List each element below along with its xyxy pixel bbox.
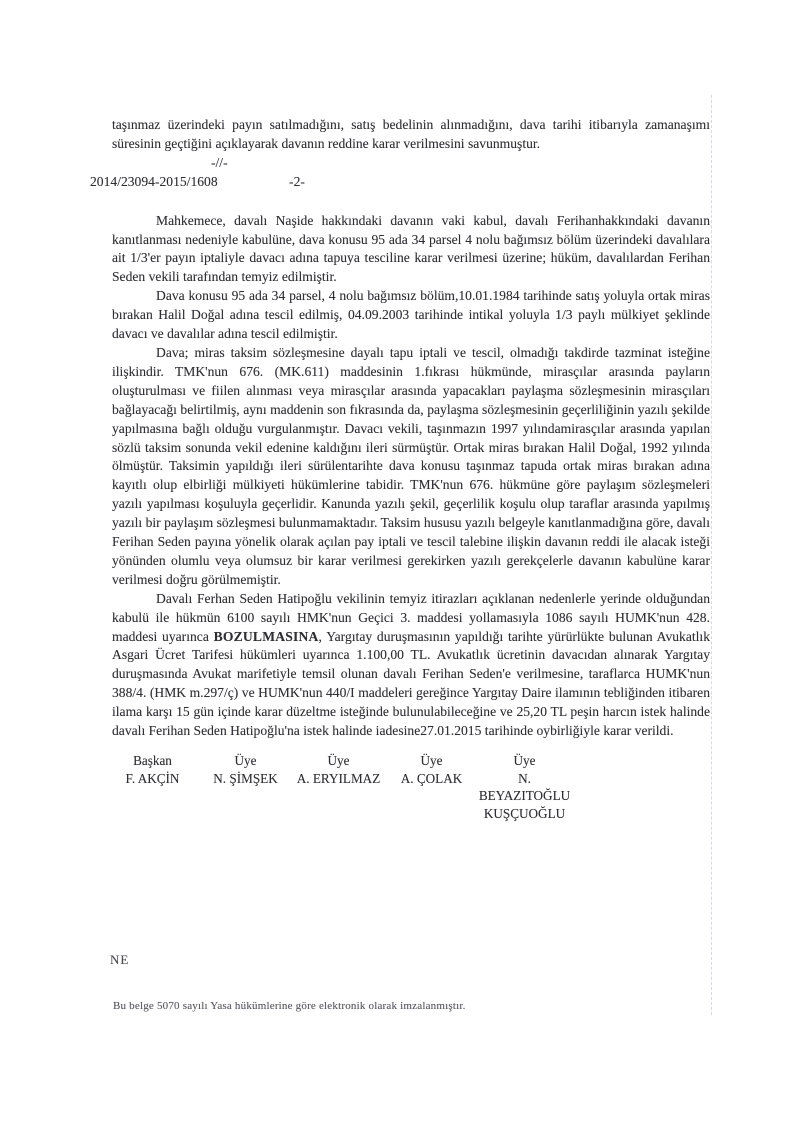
signer-title: Üye (420, 753, 443, 768)
paragraph (112, 212, 710, 288)
signer-title: Üye (513, 753, 536, 768)
signature-column (478, 752, 571, 822)
page-number: -2- (289, 173, 305, 189)
signer-name: A. ERYILMAZ (296, 770, 381, 786)
signer-name: A. ÇOLAK (400, 770, 463, 786)
docket-line (90, 173, 710, 192)
paragraph (112, 590, 710, 741)
signer-title: Üye (234, 753, 257, 768)
signer-name: N. BEYAZITOĞLU (478, 770, 571, 803)
separator-mark: -//- (211, 154, 228, 170)
signer-title: Üye (327, 753, 350, 768)
signature-column (292, 752, 385, 822)
signature-block (106, 752, 576, 822)
body-paragraphs (112, 212, 710, 741)
paragraph (112, 287, 710, 344)
scan-artifact-line (711, 95, 712, 1015)
signer-title: Başkan (133, 753, 172, 768)
paragraph (112, 344, 710, 590)
stray-text: NE (110, 952, 130, 967)
case-number: 2014/23094-2015/1608 (90, 173, 218, 189)
signature-column (199, 752, 292, 822)
paragraph-text: Mahkemece, davalı Naşide hakkındaki davanın vaki kabul, davalı Ferihanhakkındaki davanın kanıtlanması nedeniyle kabulüne, dava konusu 95 ada 34 parsel 4 nolu bağımsız bölüm üzerindeki davalılara ait 1/3'er payın iptaliyle davacı adına tapuya tesciline karar verilmesi üzerine; hüküm, davalılardan Ferihan Seden vekili tarafından temyiz edilmiştir. (112, 212, 710, 285)
paragraph-text: Dava; miras taksim sözleşmesine dayalı tapu iptali ve tescil, olmadığı takdirde tazminat isteğine ilişkindir. TMK'nun 676. (MK.611) maddesinin 1.fıkrası hükmünde, mirasçılar arasında payların oluşturulması ve fiilen alınması veya mirasçılar arasında yapacakları paylaşma sözleşmesinin mirasçıları bağlayacağı belirtilmiş, aynı maddenin son fıkrasında da, paylaşma sözleşmesinin geçerliliğinin yazılı şekilde yapılmasına bağlı olduğu vurgulanmıştır. Davacı vekili, taşınmazın 1997 yılındamirasçılar arasında yapılan sözlü taksim sonunda vekil edenine kaldığını ileri sürmüştür. Ortak miras bırakan Halil Doğal, 1992 yılında ölmüştür. Taksimin yapıldığı ileri sürülentarihte dava konusu taşınmaz tapuda ortak miras bırakan adına kayıtlı olup elbirliği mülkiyeti hükümlerine tabidir. TMK'nun 676. hükmüne göre paylaşım sözleşmeleri yazılı yapılması koşuluyla geçerlidir. Kanunda yazılı şekil, geçerlilik koşulu olup taraflar arasında yapılmış yazılı bir paylaşım sözleşmesi bulunmamaktadır. Taksim hususu yazılı belgeyle kanıtlanmadığına göre, davalı Ferihan Seden payına yönelik olarak açılan pay iptali ve tescil talebine ilişkin davanın reddi ile alacak isteği yönünden olumlu veya olumsuz bir karar verilmesi gerekirken yazılı gerekçelerle davanın kabulüne karar verilmesi doğru görülmemiştir. (112, 344, 710, 587)
paragraph-text: Dava konusu 95 ada 34 parsel, 4 nolu bağımsız bölüm,10.01.1984 tarihinde satış yoluyla ortak miras bırakan Halil Doğal adına tescil edilmiş, 04.09.2003 tarihinde intikal yoluyla 1/3 paylı mülkiyet şeklinde davacı ve davalılar adına tescil edilmiştir. (112, 288, 710, 342)
document-content (90, 116, 710, 822)
paragraph-text: , Yargıtay duruşmasının yapıldığı tarihte yürürlükte bulunan Avukatlık Asgari Ücret Tarifesi hükümleri uyarınca 1.100,00 TL. Avukatlık ücretinin davacıdan alınarak Yargıtay duruşmasında Avukat marifetiyle temsil olunan davalı Ferihan Seden'e verilmesine, taraflarca HUMK'nun 388/4. (HMK m.297/ç) ve HUMK'nun 440/I maddeleri gereğince Yargıtay Daire ilamının tebliğinden itibaren ilama karşı 15 gün içinde karar düzeltme isteğinde bulunulabileceğine ve 25,20 TL peşin harcın istek halinde davalı Ferihan Seden Hatipoğlu'na istek halinde iadesine27.01.2015 tarihinde oybirliğiyle karar verildi. (112, 628, 710, 739)
signer-name-second-line: KUŞÇUOĞLU (483, 805, 566, 821)
paragraph-text: Davalı Ferhan Seden Hatipoğlu vekilinin temyiz itirazları açıklanan nedenlerle yerinde olduğundan kabulü ile hükmün 6100 sayılı HMK'nun Geçici 3. maddesi yollamasıyla 1086 sayılı HUMK'nun 428. maddesi uyarınca (112, 590, 710, 644)
emphasized-ruling-word: BOZULMASINA (213, 628, 319, 644)
electronic-signature-note: Bu belge 5070 sayılı Yasa hükümlerine göre elektronik olarak imzalanmıştır. (113, 1000, 466, 1012)
signature-column (106, 752, 199, 822)
signer-name: F. AKÇİN (125, 770, 180, 786)
signature-column (385, 752, 478, 822)
signer-name: N. ŞİMŞEK (213, 770, 278, 786)
intro-paragraph: taşınmaz üzerindeki payın satılmadığını, satış bedelinin alınmadığını, dava tarihi itibarıyla zamanaşımı süresinin geçtiğini açıklayarak davanın reddine karar verilmesini savunmuştur. (112, 117, 710, 151)
